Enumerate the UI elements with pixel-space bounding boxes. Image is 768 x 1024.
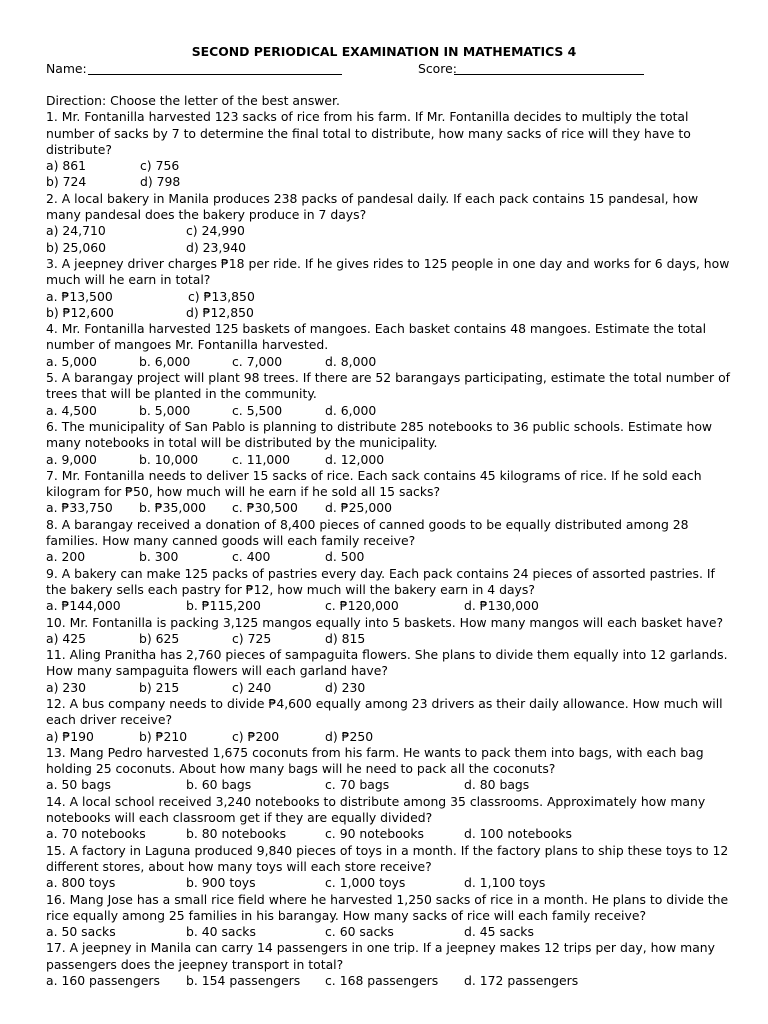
answer-options-row	[46, 598, 736, 614]
answer-option: c. 11,000	[232, 451, 291, 467]
question-text: 6. The municipality of San Pablo is planning to distribute 285 notebooks to 36 public schools. Estimate how many notebooks in total will be distributed by the municipality.	[46, 418, 713, 451]
answer-option: b) ₱12,600	[46, 304, 114, 320]
answer-option: d) 23,940	[186, 239, 246, 255]
answer-option: b. 40 sacks	[186, 924, 256, 940]
answer-option: c. 90 notebooks	[325, 826, 424, 842]
answer-option: c) 24,990	[186, 223, 245, 239]
question-text: 7. Mr. Fontanilla needs to deliver 15 sacks of rice. Each sack contains 45 kilograms of rice. If he sold each kilogram for ₱50, how much will he earn if he sold all 15 sacks?	[46, 467, 702, 500]
exam-title: SECOND PERIODICAL EXAMINATION IN MATHEMATICS 4	[191, 44, 577, 59]
answer-option: d. ₱25,000	[325, 500, 392, 516]
answer-option: d. 8,000	[325, 353, 377, 369]
answer-option: a. 70 notebooks	[46, 826, 146, 842]
answer-option: b) 724	[46, 174, 87, 190]
answer-options-row	[46, 354, 736, 370]
answer-option: d) 798	[140, 174, 181, 190]
answer-option: b. 900 toys	[186, 875, 256, 891]
score-blank-line	[454, 74, 644, 75]
answer-options-row	[46, 631, 736, 647]
answer-options-row	[46, 289, 736, 305]
answer-options-row	[46, 777, 736, 793]
answer-option: d. 6,000	[325, 402, 377, 418]
question-text: 13. Mang Pedro harvested 1,675 coconuts from his farm. He wants to pack them into bags, with each bag holding 25 coconuts. About how many bags will he need to pack all the coconuts?	[46, 744, 704, 777]
answer-option: c. 60 sacks	[325, 924, 394, 940]
answer-option: c. 168 passengers	[325, 973, 439, 989]
answer-options-row	[46, 826, 736, 842]
answer-option: c. 1,000 toys	[325, 875, 406, 891]
question-text: 10. Mr. Fontanilla is packing 3,125 mangos equally into 5 baskets. How many mangos will each basket have?	[46, 614, 724, 630]
score-label: Score:	[418, 61, 457, 76]
answer-options-row	[46, 729, 736, 745]
answer-option: a. ₱33,750	[46, 500, 113, 516]
answer-option: b) 25,060	[46, 239, 106, 255]
question-text: 4. Mr. Fontanilla harvested 125 baskets of mangoes. Each basket contains 48 mangoes. Estimate the total number of mangoes Mr. Fontanilla harvested.	[46, 321, 707, 353]
direction-text: Direction: Choose the letter of the best answer.	[46, 93, 340, 108]
answer-options-row	[46, 680, 736, 696]
answer-option: d. 1,100 toys	[464, 875, 546, 891]
question-text: 3. A jeepney driver charges ₱18 per ride. If he gives rides to 125 people in one day and works for 6 days, how much will he earn in total?	[46, 255, 730, 288]
answer-option: d. 45 sacks	[464, 924, 534, 940]
answer-option: c. 400	[232, 549, 271, 565]
answer-option: b. 154 passengers	[186, 973, 301, 989]
answer-option: b) ₱210	[139, 728, 188, 744]
answer-option: d. ₱130,000	[464, 598, 539, 614]
answer-option: c) 756	[140, 158, 180, 174]
answer-option: c) ₱200	[232, 728, 280, 744]
answer-options-row	[46, 500, 736, 516]
answer-option: a) 24,710	[46, 223, 106, 239]
answer-option: b. 60 bags	[186, 777, 252, 793]
answer-options-row	[46, 223, 736, 239]
question-text: 11. Aling Pranitha has 2,760 pieces of sampaguita flowers. She plans to divide them equally into 12 garlands. How many sampaguita flowers will each garland have?	[46, 647, 728, 679]
answer-option: a) ₱190	[46, 728, 94, 744]
answer-option: d) 230	[325, 679, 366, 695]
name-blank-line	[88, 74, 342, 75]
answer-option: a. 50 bags	[46, 777, 111, 793]
answer-option: d. 172 passengers	[464, 973, 579, 989]
answer-option: c. 5,500	[232, 402, 283, 418]
answer-option: c. 70 bags	[325, 777, 390, 793]
answer-option: c. ₱30,500	[232, 500, 298, 516]
answer-option: d) ₱12,850	[186, 304, 254, 320]
answer-option: b. 300	[139, 549, 179, 565]
answer-option: a. 4,500	[46, 402, 97, 418]
answer-option: c) 725	[232, 630, 272, 646]
answer-option: a) 230	[46, 679, 87, 695]
answer-option: b) 215	[139, 679, 180, 695]
answer-option: a) 425	[46, 630, 87, 646]
answer-options-row	[46, 875, 736, 891]
answer-option: a. ₱144,000	[46, 598, 121, 614]
answer-option: a. 5,000	[46, 353, 97, 369]
question-text: 1. Mr. Fontanilla harvested 123 sacks of rice from his farm. If Mr. Fontanilla decides to multiply the total number of sacks by 7 to determine the final total to distribute, how many sacks of rice will they have to distribute?	[46, 109, 691, 157]
answer-option: c. 7,000	[232, 353, 283, 369]
answer-option: b. ₱35,000	[139, 500, 206, 516]
answer-option: b. 6,000	[139, 353, 191, 369]
name-label: Name:	[46, 61, 87, 76]
question-text: 15. A factory in Laguna produced 9,840 pieces of toys in a month. If the factory plans to ship these toys to 12 different stores, about how many toys will each store receive?	[46, 842, 729, 874]
answer-options-row	[46, 240, 736, 256]
question-text: 12. A bus company needs to divide ₱4,600 equally among 23 drivers as their daily allowance. How much will each driver receive?	[46, 695, 723, 728]
answer-option: d. 100 notebooks	[464, 826, 572, 842]
answer-option: b. 10,000	[139, 451, 199, 467]
answer-options-row	[46, 549, 736, 565]
question-text: 9. A bakery can make 125 packs of pastries every day. Each pack contains 24 pieces of assorted pastries. If the bakery sells each pastry for ₱12, how much will the bakery earn in 4 days?	[46, 565, 715, 597]
question-text: 5. A barangay project will plant 98 trees. If there are 52 barangays participating, estimate the total number of trees that will be planted in the community.	[46, 370, 731, 402]
name-score-row	[46, 61, 746, 78]
answer-option: c) 240	[232, 679, 272, 695]
answer-option: a. ₱13,500	[46, 288, 113, 304]
answer-option: b. 5,000	[139, 402, 191, 418]
answer-option: a. 200	[46, 549, 86, 565]
answer-options-row	[46, 158, 736, 174]
answer-options-row	[46, 305, 736, 321]
answer-option: a. 800 toys	[46, 875, 116, 891]
answer-option: d. 500	[325, 549, 365, 565]
answer-option: d. 12,000	[325, 451, 385, 467]
question-text: 16. Mang Jose has a small rice field where he harvested 1,250 sacks of rice in a month. He plans to divide the rice equally among 25 families in his barangay. How many sacks of rice will each family receive?	[46, 891, 729, 923]
answer-option: a. 160 passengers	[46, 973, 160, 989]
answer-option: b. 80 notebooks	[186, 826, 287, 842]
answer-option: b) 625	[139, 630, 180, 646]
answer-options-row	[46, 403, 736, 419]
answer-option: d) 815	[325, 630, 366, 646]
answer-options-row	[46, 973, 736, 989]
answer-option: d) ₱250	[325, 728, 374, 744]
question-text: 2. A local bakery in Manila produces 238 packs of pandesal daily. If each pack contains 15 pandesal, how many pandesal does the bakery produce in 7 days?	[46, 190, 699, 223]
question-text: 14. A local school received 3,240 notebooks to distribute among 35 classrooms. Approximately how many notebooks will each classroom get if they are equally divided?	[46, 793, 706, 826]
answer-option: c) ₱13,850	[188, 288, 255, 304]
answer-option: d. 80 bags	[464, 777, 530, 793]
exam-content	[46, 93, 736, 989]
question-text: 8. A barangay received a donation of 8,400 pieces of canned goods to be equally distributed among 28 families. How many canned goods will each family receive?	[46, 516, 689, 549]
answer-option: c. ₱120,000	[325, 598, 399, 614]
answer-option: a) 861	[46, 158, 87, 174]
question-text: 17. A jeepney in Manila can carry 14 passengers in one trip. If a jeepney makes 12 trips per day, how many passengers does the jeepney transport in total?	[46, 940, 715, 972]
answer-options-row	[46, 452, 736, 468]
answer-options-row	[46, 174, 736, 190]
answer-option: b. ₱115,200	[186, 598, 261, 614]
answer-options-row	[46, 924, 736, 940]
answer-option: a. 9,000	[46, 451, 97, 467]
answer-option: a. 50 sacks	[46, 924, 116, 940]
